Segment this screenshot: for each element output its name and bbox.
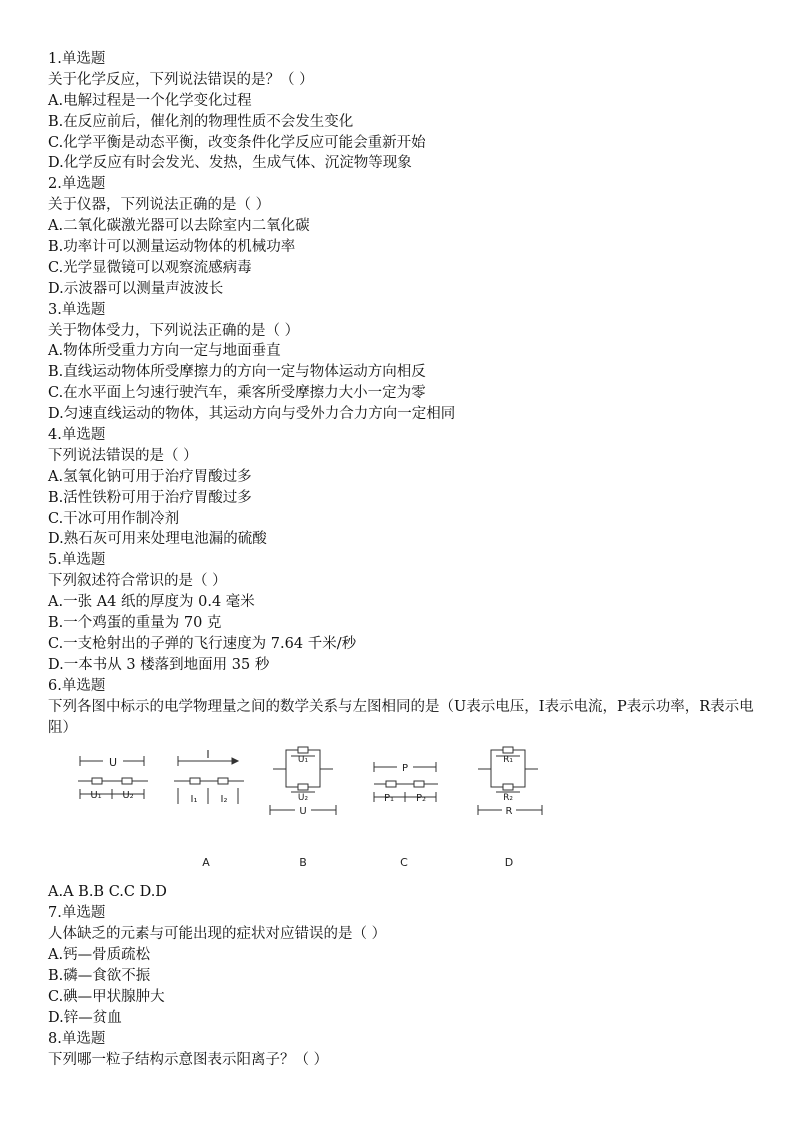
question-8 (48, 1029, 768, 1071)
circuit-figure (48, 740, 768, 882)
option-d: D.匀速直线运动的物体，其运动方向与受外力合力方向一定相同 (48, 406, 456, 423)
option-a: A.物体所受重力方向一定与地面垂直 (48, 343, 281, 360)
question-stem: 下列叙述符合常识的是（ ） (48, 573, 227, 590)
option-c: C.碘—甲状腺肿大 (48, 988, 165, 1005)
option-c: C.干冰可用作制冷剂 (48, 510, 180, 527)
option-a: A.一张 A4 纸的厚度为 0.4 毫米 (48, 594, 255, 611)
option-b: B.在反应前后，催化剂的物理性质不会发生变化 (48, 113, 354, 130)
option-c: C.光学显微镜可以观察流感病毒 (48, 259, 252, 276)
option-c: C.一支枪射出的子弹的飞行速度为 7.64 千米/秒 (48, 635, 357, 652)
question-stem: 关于化学反应，下列说法错误的是？（ ） (48, 71, 314, 88)
label-p1: P₁ (383, 793, 395, 805)
question-1 (48, 49, 768, 174)
circuit-diagrams (48, 740, 768, 882)
question-type: 7.单选题 (48, 905, 106, 922)
question-type: 5.单选题 (48, 552, 106, 569)
label-i1: I₁ (190, 794, 198, 806)
label-r1: R₁ (503, 755, 513, 766)
label-i2: I₂ (220, 794, 228, 806)
option-c: C.在水平面上匀速行驶汽车，乘客所受摩擦力大小一定为零 (48, 385, 426, 402)
question-6 (48, 676, 768, 904)
question-document (48, 49, 768, 1070)
label-u: U (299, 806, 307, 818)
caption-b: B (299, 856, 307, 870)
diagram-b (270, 747, 336, 869)
question-stem: 人体缺乏的元素与可能出现的症状对应错误的是（ ） (48, 926, 387, 943)
question-type: 4.单选题 (48, 427, 106, 444)
question-stem: 关于物体受力，下列说法正确的是（ ） (48, 322, 300, 339)
label-p2: P₂ (415, 793, 427, 805)
option-d: D.化学反应有时会发光、发热，生成气体、沉淀物等现象 (48, 155, 412, 172)
label-u2: U₂ (122, 790, 134, 802)
option-b: B.直线运动物体所受摩擦力的方向一定与物体运动方向相反 (48, 364, 426, 381)
option-d: D.锌—贫血 (48, 1009, 122, 1026)
caption-c: C (400, 856, 408, 870)
label-i: I (206, 748, 210, 762)
label-u1: U₁ (297, 755, 309, 766)
question-7 (48, 903, 768, 1028)
option-b: B.一个鸡蛋的重量为 70 克 (48, 615, 222, 632)
label-r: R (505, 806, 513, 818)
option-b: B.功率计可以测量运动物体的机械功率 (48, 239, 296, 256)
question-type: 8.单选题 (48, 1030, 106, 1047)
diagram-a (174, 748, 244, 869)
diagram-left (78, 753, 148, 801)
question-stem: 关于仪器，下列说法正确的是（ ） (48, 197, 271, 214)
option-b: B.活性铁粉可用于治疗胃酸过多 (48, 489, 252, 506)
option-a: A.二氧化碳激光器可以去除室内二氧化碳 (48, 218, 310, 235)
option-list: A.A B.B C.C D.D (48, 884, 167, 901)
question-stem: 下列说法错误的是（ ） (48, 447, 198, 464)
caption-d: D (504, 856, 514, 870)
caption-a: A (202, 856, 210, 870)
question-5 (48, 550, 768, 675)
question-stem: 下列各图中标示的电学物理量之间的数学关系与左图相同的是（U表示电压，I表示电流，P表示功率，R表示电阻） (48, 698, 754, 736)
question-type: 3.单选题 (48, 301, 106, 318)
question-type: 6.单选题 (48, 677, 106, 694)
diagram-d (478, 747, 542, 869)
option-d: D.一本书从 3 楼落到地面用 35 秒 (48, 656, 270, 673)
option-a: A.钙—骨质疏松 (48, 947, 151, 964)
question-3 (48, 300, 768, 425)
question-type: 2.单选题 (48, 176, 106, 193)
label-r2: R₂ (503, 793, 513, 804)
question-stem: 下列哪一粒子结构示意图表示阳离子？（ ） (48, 1051, 329, 1068)
diagram-c (374, 760, 438, 869)
option-b: B.磷—食欲不振 (48, 967, 151, 984)
label-u2: U₂ (297, 793, 309, 804)
label-u: U (108, 756, 118, 770)
question-4 (48, 425, 768, 550)
option-c: C.化学平衡是动态平衡，改变条件化学反应可能会重新开始 (48, 134, 426, 151)
label-u1: U₁ (90, 790, 102, 802)
option-a: A.氢氧化钠可用于治疗胃酸过多 (48, 468, 252, 485)
option-d: D.熟石灰可用来处理电池漏的硫酸 (48, 531, 267, 548)
option-a: A.电解过程是一个化学变化过程 (48, 92, 252, 109)
question-2 (48, 174, 768, 299)
label-p: P (401, 763, 409, 775)
option-d: D.示波器可以测量声波波长 (48, 280, 224, 297)
question-type: 1.单选题 (48, 51, 106, 67)
